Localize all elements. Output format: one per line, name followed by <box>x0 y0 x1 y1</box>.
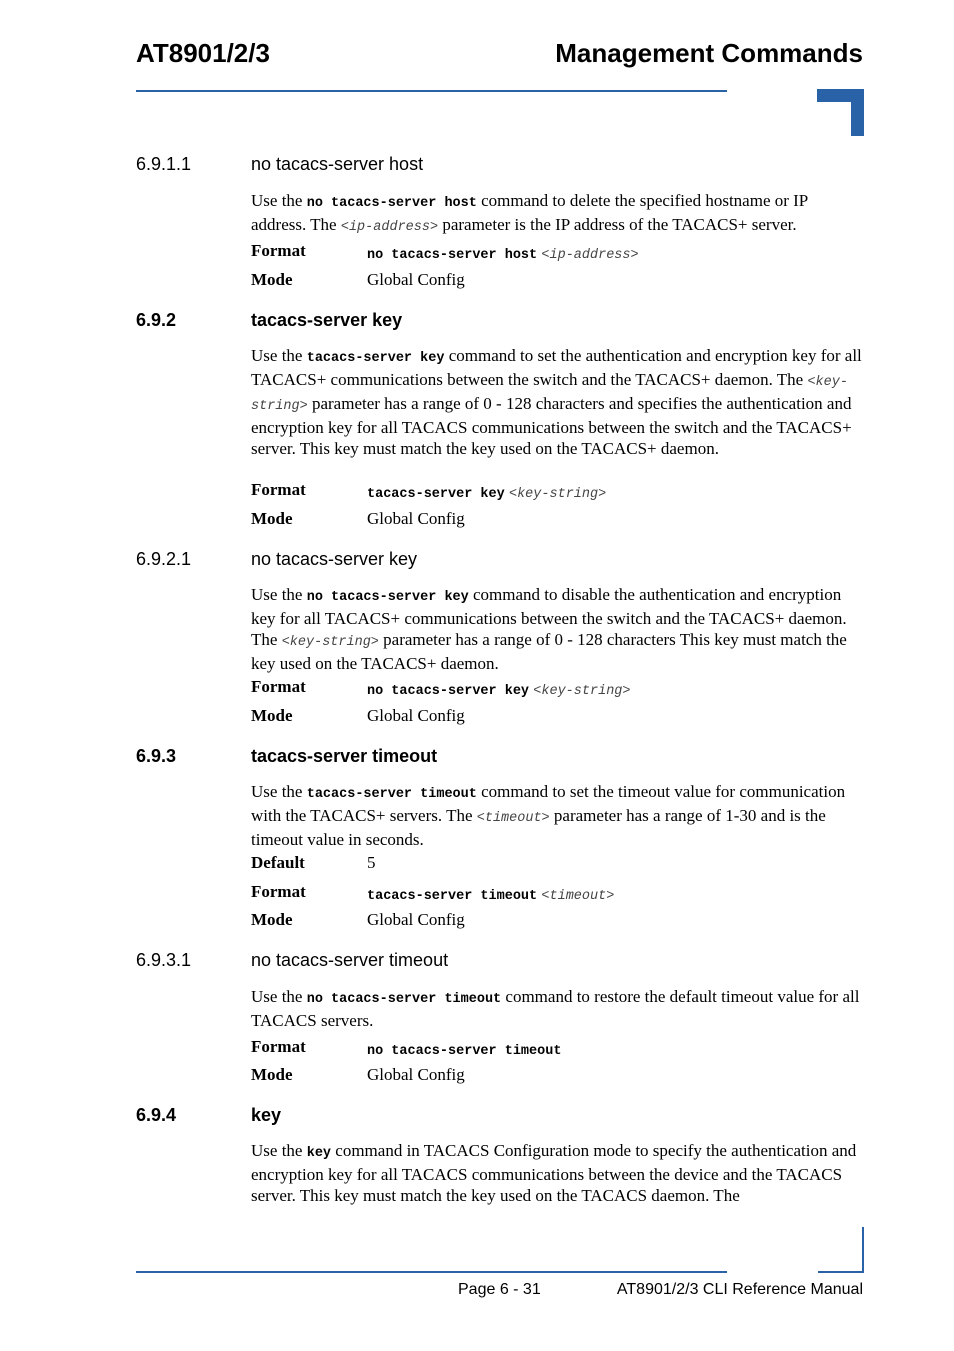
section-title: tacacs-server timeout <box>251 746 438 766</box>
section-title: tacacs-server key <box>251 310 403 330</box>
mode-label: Mode <box>251 509 293 528</box>
format-label: Format <box>251 480 306 499</box>
default-value: 5 <box>367 853 376 872</box>
header-chapter: Management Commands <box>555 38 863 68</box>
mode-value: Global Config <box>367 706 465 725</box>
mode-label: Mode <box>251 270 293 289</box>
section-number: 6.9.2.1 <box>136 549 192 569</box>
corner-bracket-icon <box>817 89 865 137</box>
mode-label: Mode <box>251 1065 293 1084</box>
format-label: Format <box>251 241 306 260</box>
mode-label: Mode <box>251 910 293 929</box>
mode-value: Global Config <box>367 270 465 289</box>
section-paragraph: Use the no tacacs-server host command to delete the specified hostname or IP address. The <ip-address> parameter is the IP address of the TACACS+ server. <box>251 191 808 235</box>
section-paragraph: Use the no tacacs-server key command to disable the authentication and encryption key for all TACACS+ communications between the switch and the TACACS+ daemon. The <key-string> parameter has a range of 0 - 128 characters This key must match the key used on the TACACS+ daemon. <box>251 585 847 673</box>
section-paragraph: Use the key command in TACACS Configuration mode to specify the authentication and encryption key for all TACACS communications between the device and the TACACS server. This key must match the key used on the TACACS daemon. The <box>251 1141 857 1205</box>
format-label: Format <box>251 882 306 901</box>
format-value: no tacacs-server host <ip-address> <box>367 248 639 263</box>
section-number: 6.9.3.1 <box>136 950 192 970</box>
command-text: no tacacs-server host <box>306 196 477 211</box>
header-product: AT8901/2/3 <box>136 38 270 68</box>
footer-rule-right <box>818 1271 864 1273</box>
section-number: 6.9.2 <box>136 310 177 330</box>
format-label: Format <box>251 677 306 696</box>
command-text: no tacacs-server key <box>306 590 469 605</box>
default-label: Default <box>251 853 305 872</box>
section-number: 6.9.4 <box>136 1105 177 1125</box>
mode-label: Mode <box>251 706 293 725</box>
section-title: no tacacs-server timeout <box>251 950 449 970</box>
section-number: 6.9.3 <box>136 746 177 766</box>
footer-rule-left <box>136 1271 727 1273</box>
footer-corner-line <box>862 1227 864 1273</box>
format-value: tacacs-server timeout <timeout> <box>367 889 615 904</box>
format-value: no tacacs-server timeout <box>367 1044 562 1059</box>
mode-value: Global Config <box>367 910 465 929</box>
command-text: tacacs-server key <box>306 351 445 366</box>
command-text: key <box>306 1146 332 1161</box>
section-title: no tacacs-server host <box>251 154 424 174</box>
mode-value: Global Config <box>367 1065 465 1084</box>
command-text: no tacacs-server timeout <box>306 992 502 1007</box>
section-paragraph: Use the tacacs-server timeout command to set the timeout value for communication with the TACACS+ servers. The <timeout> parameter has a range of 1-30 and is the timeout value in seconds. <box>251 782 846 849</box>
section-title: no tacacs-server key <box>251 549 418 569</box>
command-text: tacacs-server timeout <box>306 787 477 802</box>
section-paragraph: Use the no tacacs-server timeout command to restore the default timeout value for all TACACS servers. <box>251 987 860 1030</box>
footer-page-number: Page 6 - 31 <box>458 1281 541 1298</box>
format-label: Format <box>251 1037 306 1056</box>
section-paragraph: Use the tacacs-server key command to set the authentication and encryption key for all TACACS+ communications between the switch and the TACACS+ daemon. The <key-string> parameter has a range of 0 - 128 characters and specifies the authentication and encryption key for all TACACS communications between the switch and the TACACS+ server. This key must match the key used on the TACACS+ daemon. <box>251 346 862 458</box>
parameter-text: <key-string> <box>251 375 848 414</box>
footer-manual-title: AT8901/2/3 CLI Reference Manual <box>616 1281 863 1298</box>
parameter-text: <key-string> <box>281 635 379 650</box>
section-number: 6.9.1.1 <box>136 154 192 174</box>
format-value: tacacs-server key <key-string> <box>367 487 607 502</box>
mode-value: Global Config <box>367 509 465 528</box>
format-value: no tacacs-server key <key-string> <box>367 684 631 699</box>
parameter-text: <timeout> <box>476 811 550 826</box>
header-rule <box>136 90 727 92</box>
section-title: key <box>251 1105 282 1125</box>
parameter-text: <ip-address> <box>340 220 439 235</box>
